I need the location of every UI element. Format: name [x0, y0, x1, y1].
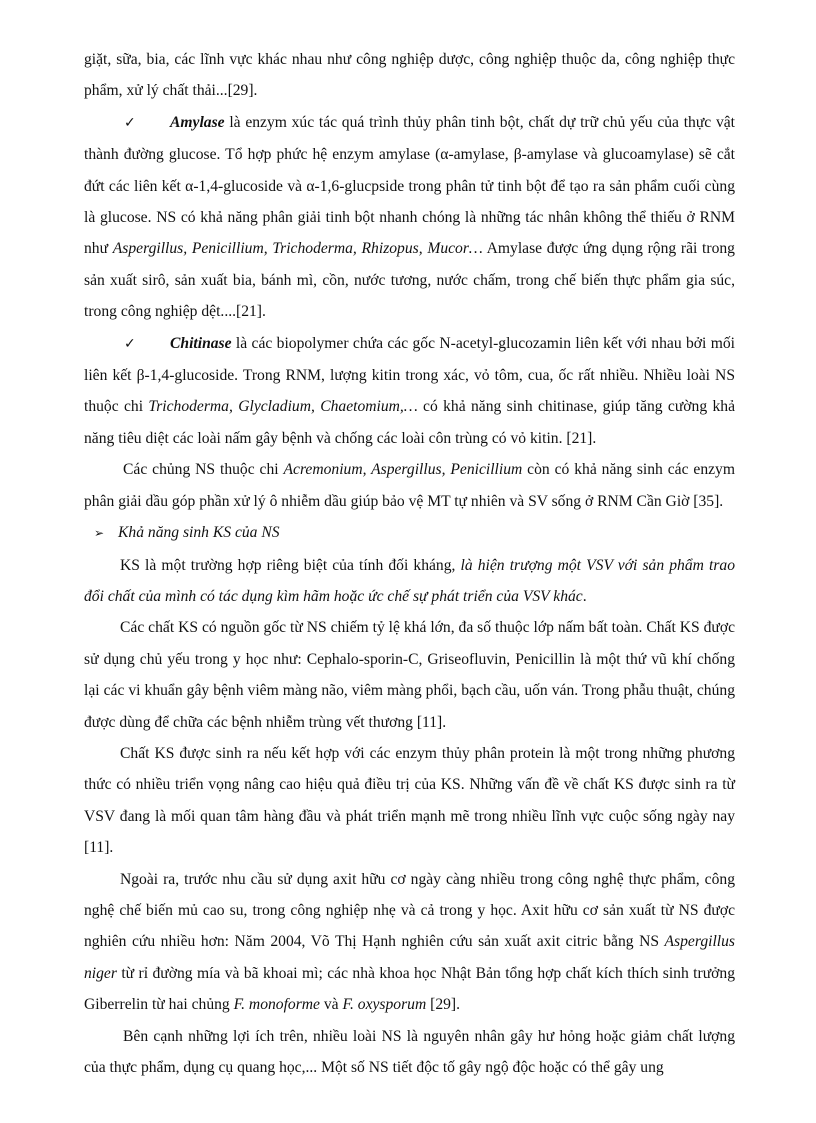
paragraph-amylase: ✓ Amylase là enzym xúc tác quá trình thủy phân tinh bột, chất dự trữ chủ yếu của thực vật thành đường glucose. Tổ hợp phức hệ enzym amylase (α-amylase, β-amylase và glucoamylase) sẽ cắt đứt các liên kết α-1,4-glucoside và α-1,6-glucpside trong phân tử tinh bột để tạo ra sản phẩm cuối cùng là glucose. NS có khả năng phân giải tinh bột nhanh chóng là những tác nhân không thể thiếu ở RNM như Aspergillus, Penicillium, Trichoderma, Rhizopus, Mucor… Amylase được ứng dụng rộng rãi trong sản xuất sirô, sản xuất bia, bánh mì, cồn, nước tương, nước chấm, trong chế biến thực phẩm gia súc, trong công nghiệp dệt....[21]. [84, 107, 735, 328]
document-page [84, 44, 735, 1083]
checkmark-icon: ✓ [124, 335, 136, 352]
paragraph-ks-enzyme: Chất KS được sinh ra nếu kết hợp với các enzym thủy phân protein là một trong những phương thức có nhiều triển vọng nâng cao hiệu quả điều trị của KS. Những vấn đề về chất KS được sinh ra từ VSV đang là mối quan tâm hàng đầu và phát triển mạnh mẽ trong nhiều lĩnh vực cuộc sống ngày nay [11]. [84, 744, 735, 857]
section-heading-text: Khả năng sinh KS của NS [118, 524, 280, 542]
paragraph-oil-degradation: Các chủng NS thuộc chi Acremonium, Aspergillus, Penicillium còn có khả năng sinh các enzym phân giải dầu góp phần xử lý ô nhiễm dầu giúp bảo vệ MT tự nhiên và SV sống ở RNM Cần Giờ [35]. [84, 461, 735, 510]
paragraph-ks-origin: Các chất KS có nguồn gốc từ NS chiếm tỷ lệ khá lớn, đa số thuộc lớp nấm bất toàn. Chất KS được sử dụng chủ yếu trong y học như: Cephalo-sporin-C, Griseofluvin, Penicillin là một thứ vũ khí chống lại các vi khuẩn gây bệnh viêm màng não, viêm màng phổi, bạch cầu, uốn ván. Trong phẫu thuật, chúng được dùng để chữa các bệnh nhiễm trùng vết thương [11]. [84, 619, 735, 731]
section-heading [84, 517, 735, 549]
paragraph-continuation: giặt, sữa, bia, các lĩnh vực khác nhau như công nghiệp dược, công nghiệp thuộc da, công nghiệp thực phẩm, xử lý chất thải...[29]. [84, 51, 735, 100]
paragraph-organic-acid: Ngoài ra, trước nhu cầu sử dụng axit hữu cơ ngày càng nhiều trong công nghệ thực phẩm, công nghệ chế biến mủ cao su, trong công nghiệp nhẹ và cả trong y học. Axit hữu cơ sản xuất từ NS được nghiên cứu nhiều hơn: Năm 2004, Võ Thị Hạnh nghiên cứu sản xuất axit citric bằng NS Aspergillus niger từ rỉ đường mía và bã khoai mì; các nhà khoa học Nhật Bản tổng hợp chất kích thích sinh trưởng Giberrelin từ hai chủng F. monoforme và F. oxysporum [29]. [84, 870, 735, 1014]
arrow-bullet-icon: ➢ [94, 526, 105, 541]
paragraph-harm: Bên cạnh những lợi ích trên, nhiều loài NS là nguyên nhân gây hư hỏng hoặc giảm chất lượng của thực phẩm, dụng cụ quang học,... Một số NS tiết độc tố gây ngộ độc hoặc có thể gây ung [84, 1027, 735, 1076]
checkmark-icon: ✓ [124, 114, 136, 131]
term-amylase: Amylase [170, 113, 225, 131]
paragraph-ks-definition: KS là một trường hợp riêng biệt của tính đối kháng, là hiện trượng một VSV với sản phẩm trao đổi chất của mình có tác dụng kìm hãm hoặc ức chế sự phát triển của VSV khác. [84, 556, 735, 605]
paragraph-chitinase: ✓ Chitinase là các biopolymer chứa các gốc N-acetyl-glucozamin liên kết với nhau bởi mối liên kết β-1,4-glucoside. Trong RNM, lượng kitin trong xác, vỏ tôm, cua, ốc rất nhiều. Nhiều loài NS thuộc chi Trichoderma, Glycladium, Chaetomium,… có khả năng sinh chitinase, giúp tăng cường khả năng tiêu diệt các loài nấm gây bệnh và chống các loài côn trùng có vỏ kitin. [21]. [84, 328, 735, 455]
term-chitinase: Chitinase [170, 334, 232, 352]
